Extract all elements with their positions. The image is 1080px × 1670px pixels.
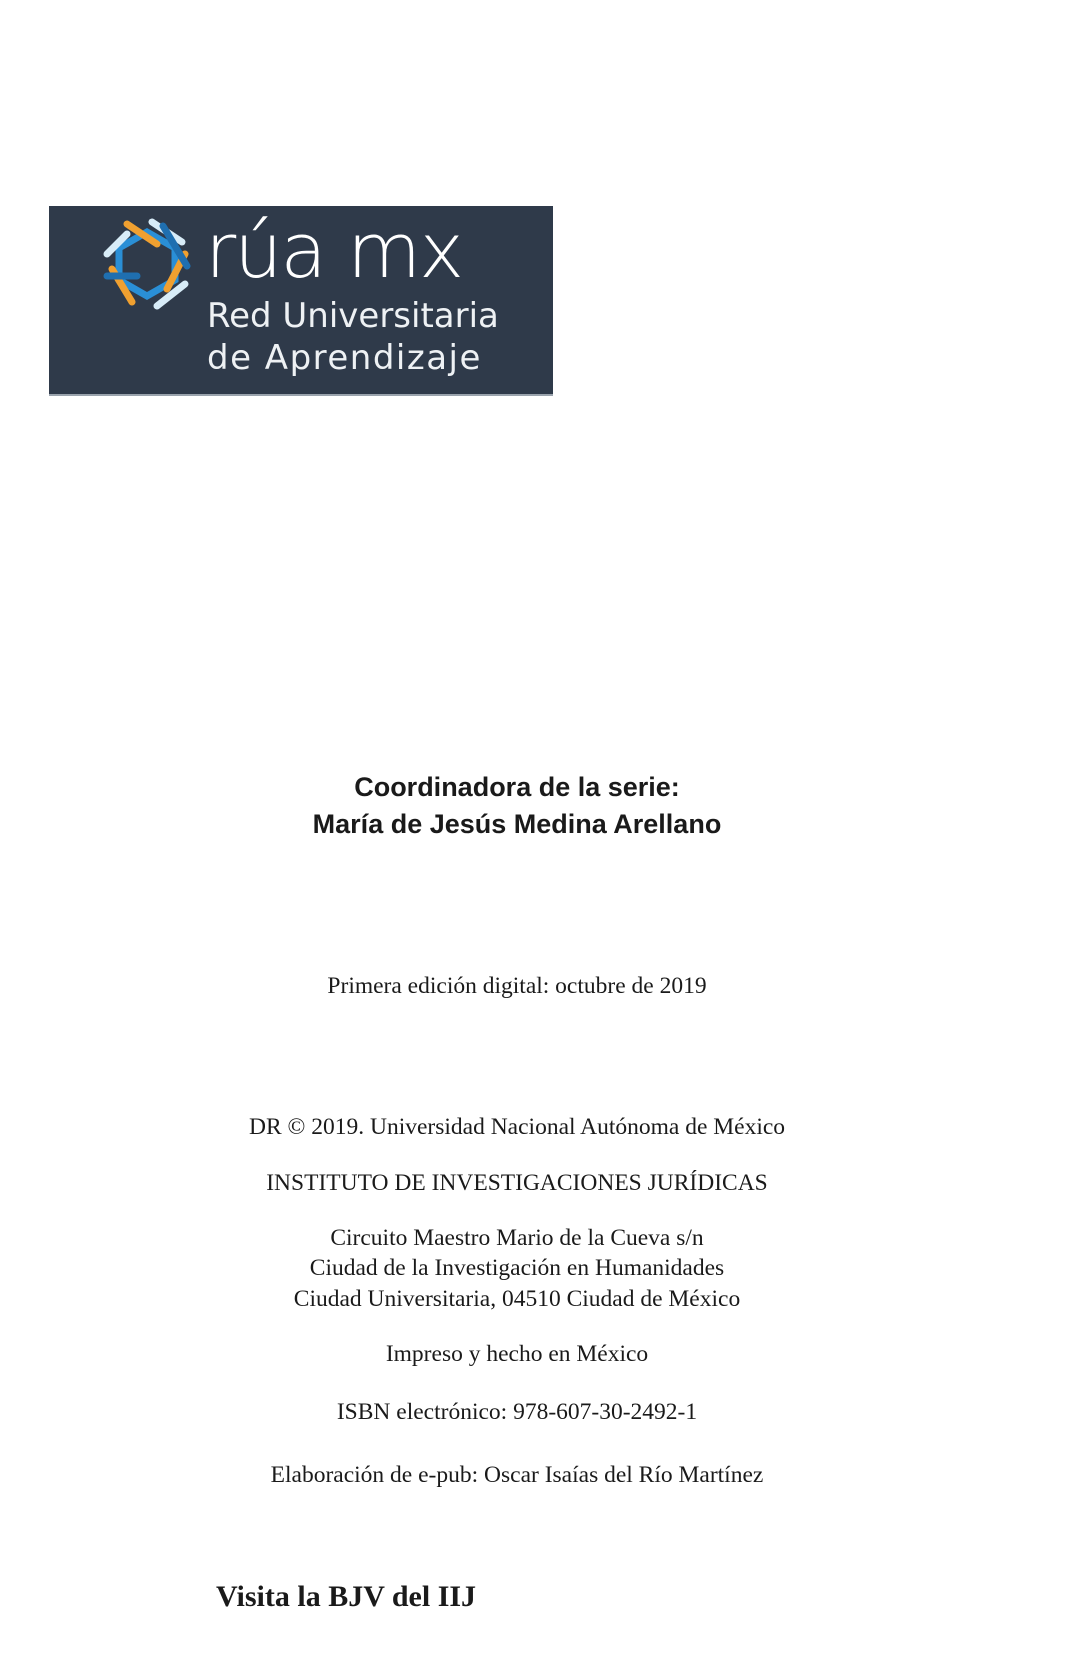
address-line-3: Ciudad Universitaria, 04510 Ciudad de México [293,1286,741,1312]
address-line-1: Circuito Maestro Mario de la Cueva s/n [330,1225,704,1251]
epub-credit: Elaboración de e-pub: Oscar Isaías del Río Martínez [270,1462,764,1488]
edition-note: Primera edición digital: octubre de 2019 [327,973,707,999]
address-line-2: Ciudad de la Investigación en Humanidades [309,1255,725,1281]
logo-subtitle-line1: Red Universitaria [207,296,499,336]
printed-note: Impreso y hecho en México [385,1341,649,1367]
visit-bjv-link[interactable]: Visita la BJV del IIJ [216,1580,477,1613]
institute-name: INSTITUTO DE INVESTIGACIONES JURÍDICAS [266,1170,768,1196]
copyright-line: DR © 2019. Universidad Nacional Autónoma de México [248,1114,786,1140]
coordinator-name: María de Jesús Medina Arellano [312,809,722,839]
isbn-line: ISBN electrónico: 978-607-30-2492-1 [336,1399,698,1425]
logo-brand: rúa mx [205,206,463,295]
network-ring-icon [97,214,197,314]
logo-subtitle-line2: de Aprendizaje [207,338,482,378]
coordinator-label: Coordinadora de la serie: [354,772,680,802]
rua-mx-logo [49,206,553,396]
